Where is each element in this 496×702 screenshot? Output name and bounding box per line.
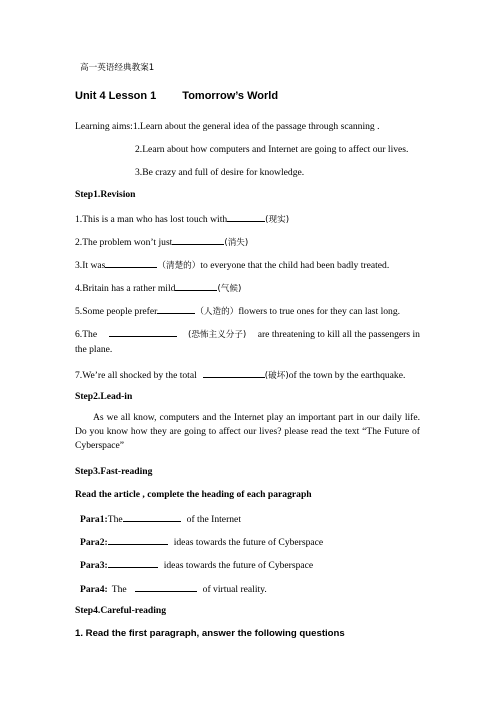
chinese-hint: (恐怖主义分子) [188,330,247,340]
aims-label: Learning aims: [75,121,133,132]
lead-in-paragraph: As we all know, computers and the Internet play an important part in our daily life. Do you know how they are going to affect our lives? please read the text “The Future of Cyberspace” [75,412,420,451]
para-label: Para3: [80,560,108,571]
answer-blank[interactable] [109,327,177,337]
answer-blank[interactable] [172,235,224,245]
answer-blank[interactable] [123,512,181,522]
item-text: of the town by the earthquake. [288,370,406,381]
step3-heading: Step3.Fast-reading [75,466,153,477]
step4-subheading: 1. Read the first paragraph, answer the following questions [75,628,345,639]
lesson-title [75,90,278,102]
chinese-hint: (破坏) [264,371,289,381]
item-text: flowers to true ones for they can last long. [238,306,401,317]
revision-item-5 [75,304,400,318]
revision-item-6 [75,327,420,341]
answer-blank[interactable] [227,212,265,222]
revision-item-3 [75,258,389,272]
chinese-hint: (消失) [224,238,249,248]
paragraph-heading-3 [80,558,313,572]
chinese-hint: (现实) [265,215,290,225]
para-label: Para1: [80,514,108,525]
step2-heading: Step2.Lead-in [75,391,133,402]
para-label: Para4: [80,584,108,595]
item-text: ideas towards the future of Cyberspace [173,537,324,548]
answer-blank[interactable] [108,535,168,545]
step3-subheading: Read the article , complete the heading of each paragraph [75,489,312,500]
answer-blank[interactable] [203,368,265,378]
item-text: 5.Some people prefer [75,306,158,317]
answer-blank[interactable] [105,258,157,268]
aims-line-1 [75,121,380,133]
paragraph-heading-1 [80,512,241,526]
item-text: 4.Britain has a rather mild [75,283,176,294]
revision-item-1 [75,212,289,226]
chinese-hint: （清楚的） [157,261,201,271]
para-label: Para2: [80,537,108,548]
answer-blank[interactable] [135,582,197,592]
item-text: to everyone that the child had been badly treated. [200,260,390,271]
item-text: 7.We’re all shocked by the total [75,370,197,381]
item-text: of virtual reality. [202,584,267,595]
item-text: are threatening to kill all the passengers in [257,329,420,340]
answer-blank[interactable] [108,558,158,568]
page-header: 高一英语经典教案1 [80,63,155,73]
item-text: 6.The [75,329,98,340]
item-text: The [111,584,127,595]
revision-item-7 [75,368,405,382]
aims-item: 1.Learn about the general idea of the passage through scanning . [132,121,380,132]
item-text: 2.The problem won’t just [75,237,173,248]
chinese-hint: (气候) [217,284,242,294]
item-text: ideas towards the future of Cyberspace [163,560,314,571]
step4-heading: Step4.Careful-reading [75,605,167,616]
lesson-title-unit: Unit 4 Lesson 1 [75,90,157,102]
revision-item-6-cont: the plane. [75,344,113,355]
paragraph-heading-2 [80,535,323,549]
step1-heading: Step1.Revision [75,189,136,200]
revision-item-2 [75,235,248,249]
aims-item: 2.Learn about how computers and Internet are going to affect our lives. [135,144,409,155]
item-text: The [107,514,123,525]
item-text: 3.It was [75,260,106,271]
answer-blank[interactable] [175,281,217,291]
revision-item-4 [75,281,241,295]
item-text: of the Internet [186,514,241,525]
chinese-hint: （人造的） [195,307,239,317]
item-text: 1.This is a man who has lost touch with [75,214,228,225]
answer-blank[interactable] [157,304,195,314]
paragraph-heading-4 [80,582,267,596]
aims-item: 3.Be crazy and full of desire for knowledge. [135,167,305,178]
lesson-title-topic: Tomorrow’s World [182,90,279,102]
